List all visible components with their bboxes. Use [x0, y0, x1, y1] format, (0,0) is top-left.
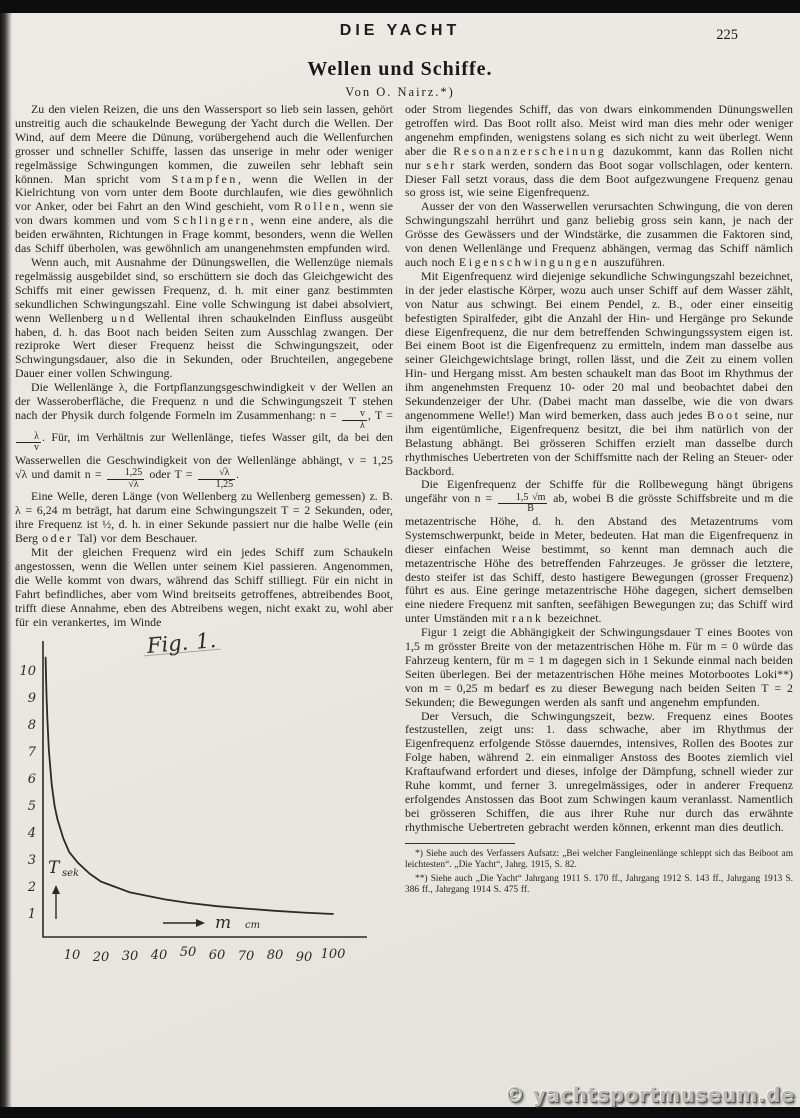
- figure-1-caption: Fig. 1.: [142, 634, 220, 657]
- x-tick-label: 70: [237, 949, 255, 965]
- paragraph-left-3: Die Wellenlänge λ, die Fortpflanzungsgeschwindigkeit v der Wellen an der Wasseroberfläche, die Frequenz n und die Schwingungszeit T stehen nach der Physik durch folgende Formeln im Zusammenhang: n = $\frac{v}{\lambda}$ , T = $\frac{\lambda}{v}$ . Für, im Verhältnis zur Wellenlänge, tiefes Wasser gilt, da bei den Wasserwellen die Geschwindigkeit von der Wellenlänge abhängt, v = 1,25 √λ und damit n = $\frac{1,25}{√\lambda}$ oder T = $\frac{√\lambda}{1,25}$ .: [15, 380, 393, 490]
- x-axis-label: m: [215, 913, 232, 934]
- footnote-2: **) Siehe auch „Die Yacht“ Jahrgang 1911 S. 170 ff., Jahrgang 1912 S. 143 ff., Jahrgang 1913 S. 386 ff., Jahrgang 1914 S. 475 ff.: [405, 874, 793, 896]
- up-arrow-icon: [52, 885, 60, 894]
- paragraph-left-1: Zu den vielen Reizen, die uns den Wassersport so lieb sein lassen, gehört unstreitig auch die schaukelnde Bewegung der Yacht durch die Wellen. Der Wind, auf dem Meere die Dünung, vorübergehend auch die Wellenfurchen grosser und schneller Schiffe, lassen das unserige in mehr oder weniger regelmässige Schwingungen kommen, die zuweilen sehr lebhaft sein können. Man spricht vom Stampfen, wenn die Wellen in der Kielrichtung von vorn unter dem Boote durchlaufen, wie dies gewöhnlich vor Anker, oder bei Fahrt an den Wind geschieht, vom Rollen, wenn sie von dwars kommen und vom Schlingern, wenn eine andere, als die beiden erwähnten, Richtungen in Frage kommt, besonders, wenn die Wellen das Schiff überholen, was gewöhnlich am unangenehmsten empfunden wird.: [15, 103, 393, 256]
- paragraph-right-3: Mit Eigenfrequenz wird diejenige sekundliche Schwingungszahl bezeichnet, in der jeder elastische Körper, wozu auch unser Schiff auf dem Wasser zählt, von Natur aus schwingt. Bei einem Pendel, z. B., oder einer einseitig befestigten Spiralfeder, gibt die Anzahl der Hin- und Hergänge pro Sekunde diese Eigenfrequenz, die nur dem betreffenden Schwingungssystem eigen ist. Bei einem Boot ist die Eigenfrequenz zu ermitteln, indem man dasselbe aus seiner Gleichgewichtslage bringt, rollen lässt, und die Zeit zu einem vollen Hin- und Hergang misst. Am besten schaukelt man das Boot im Rhythmus der ihm angenehmsten Frequenz 10- oder 20 mal und beobachtet dabei den Sekundenzeiger der Uhr. (Dabei macht man dasselbe, wie die von dwars angenommene Welle!) Man wird bemerken, dass auch jedes Boot seine, nur ihm eigentümliche, Eigenfrequenz besitzt, die bei ihm natürlich von der Belastung abhängt. Bei grösseren Schiffen erzielt man dasselbe durch rhythmisches Uebertreten von der Schiffsmitte nach der Reling an Steuer- oder Backbord.: [405, 268, 793, 478]
- footnote-1: *) Siehe auch des Verfassers Aufsatz: „Bei welcher Fangleinenlänge schleppt sich das Beiboot am leichtesten“. „Die Yacht“, Jahrg. 1915, S. 82.: [405, 848, 793, 870]
- figure-1-chart: [15, 635, 393, 981]
- scan-artifact-left-edge: [0, 0, 12, 1118]
- x-tick-label: 100: [320, 947, 346, 963]
- x-tick-label: 60: [208, 948, 226, 964]
- x-tick-label: 40: [150, 948, 168, 964]
- y-axis-label-unit: sek: [62, 868, 80, 880]
- page-number: 225: [716, 27, 738, 43]
- figure-1: [15, 628, 393, 981]
- formula-fraction: $\frac{v}{\lambda}$: [341, 409, 368, 431]
- paragraph-right-1: oder Strom liegendes Schiff, das von dwars einkommenden Dünungswellen getroffen wird. Das Boot rollt also. Meist wird man dies mehr oder weniger angenehm empfinden, wenigstens solang es sich nicht zu weit überlegt. Wenn aber die Resonanzerscheinung dazukommt, kann das Rollen nicht nur sehr stark werden, sondern das Boot sogar vollschlagen, oder kentern. Dieser Fall setzt voraus, dass die dem Boot aufgezwungene Frequenz genau so gross ist, wie seine Eigenfrequenz.: [405, 103, 793, 200]
- x-tick-label: 30: [121, 949, 139, 965]
- formula-fraction: $\frac{1,5 √m}{B}$: [497, 493, 548, 515]
- paragraph-left-5: Mit der gleichen Frequenz wird ein jedes Schiff zum Schaukeln angestossen, wenn die Wellen unter seinem Kiel passieren. Angenommen, die Welle kommt von dwars, während das Schiff stilliegt. Für ein nicht in Fahrt befindliches, aber vom Wind breitseits getroffenes, abtreibendes Boot, trifft diese Annahme, eben des Abtreibens wegen, nicht exakt zu, wohl aber für ein verankertes, im Winde: [15, 544, 393, 629]
- formula-fraction: $\frac{1,25}{√\lambda}$: [106, 468, 146, 490]
- paragraph-right-6: Der Versuch, die Schwingungszeit, bezw. Frequenz eines Bootes festzustellen, zeigt uns: 1. dass schwache, aber im Rhythmus der Eigenfrequenz erfolgende Stösse dauerndes, intensives, Rollen des Bootes zur Folge haben, während 2. ein einmaliger Anstoss des Bootes ziemlich viel Kraftaufwand erfordert und dieses, infolge der Dämpfung, schnell wieder zur Ruhe kommt, und ferner 3. unregelmässiges, oder in anderer Frequenz erfolgendes Anstossen das Boot zum Schwingen kaum veranlasst. Namentlich bei grösseren Schiffen, die aus ihrer Ruhe nur durch das erwähnte rhythmische Uebertreten gebracht werden können, erkennt man dies deutlich.: [405, 708, 793, 834]
- paragraph-right-5: Figur 1 zeigt die Abhängigkeit der Schwingungsdauer T eines Bootes von 1,5 m grösster Breite von der metazentrischen Höhe m. Für m = 0 würde das Fahrzeug kentern, für m = 1 m dagegen sich in 1 Sekunde einmal nach beiden Seiten überlegen. Bei der metazentrischen Höhe meines Motorbootes Loki**) von m = 0,25 m bedarf es zu dieser Bewegung nach beiden Seiten T = 2 Sekunden; die Bewegungen werden als sanft und angenehm empfunden.: [405, 625, 793, 709]
- journal-header: [0, 22, 800, 46]
- footnotes: [405, 843, 793, 897]
- paragraph-left-4: Eine Welle, deren Länge (von Wellenberg zu Wellenberg gemessen) z. B. λ = 6,24 m beträgt, hat darum eine Schwingungszeit T = 2 Sekunden, oder, ihre Frequenz ist ½, d. h. in einer Sekunde passiert nur die halbe Welle (ein Berg oder Tal) vor dem Beschauer.: [15, 489, 393, 546]
- scan-artifact-top-bar: [0, 0, 800, 13]
- y-tick-label: 5: [27, 799, 36, 815]
- y-tick-label: 9: [27, 691, 36, 707]
- y-tick-label: 6: [27, 772, 36, 788]
- y-tick-label: 10: [19, 664, 36, 680]
- column-left: [15, 103, 393, 1103]
- footnote-divider: [405, 843, 515, 844]
- y-tick-label: 1: [27, 907, 36, 923]
- y-tick-label: 2: [27, 880, 36, 896]
- y-tick-label: 7: [27, 745, 36, 761]
- x-tick-label: 10: [63, 948, 81, 964]
- paragraph-left-2: Wenn auch, mit Ausnahme der Dünungswellen, die Wellenzüge niemals regelmässig ausgebildet sind, so erschüttern sie doch das Gleichgewicht des Schiffs mit einer gewissen Frequenz, d. h. mit einer ganz bestimmten sekundlichen Schwingungszahl. Eine volle Schwingung ist dabei absolviert, wenn Wellenberg und Wellental ihren schaukelnden Einfluss ausgeübt haben, d. h. das Boot nach beiden Seiten zum Ausschlag zwangen. Der reziproke Wert dieser Frequenz heisst die Schwingungszeit, oder Schwingungsdauer, also die in Sekunden, oder Bruchteilen, angegebene Dauer einer vollen Schwingung.: [15, 254, 393, 381]
- formula-fraction: $\frac{\lambda}{v}$: [15, 432, 42, 454]
- y-tick-label: 3: [27, 853, 36, 869]
- scan-artifact-bottom-bar: [0, 1107, 800, 1118]
- paragraph-right-4: Die Eigenfrequenz der Schiffe für die Rollbewegung hängt übrigens ungefähr von n = $\frac{1,5 √m}{B}$ ab, wobei B die grösste Schiffsbreite und m die metazentrische Höhe, d. h. den Abstand des Metazentrums vom Systemschwerpunkt, beide in Meter, bedeuten. Hat man die Eigenfrequenz in dieser einfachen Weise bestimmt, so kennt man demnach auch die metazentrische Höhe des betreffenden Fahrzeuges. Je grösser die letztere, desto steifer ist das Schiff, desto hastigere Bewegungen (grosser Frequenz) führt es aus. Eine geringe metazentrische Höhe dagegen, sichert demselben eine niedere Frequenz mit sanften, seefähigen Bewegungen zu; das Schiff wird unter Umständen mit rank bezeichnet.: [405, 477, 793, 626]
- x-tick-label: 90: [295, 950, 313, 966]
- formula-fraction: $\frac{√\lambda}{1,25}$: [197, 468, 237, 490]
- x-axis-label-unit: cm: [245, 920, 261, 932]
- y-tick-label: 4: [27, 826, 36, 842]
- x-tick-label: 20: [92, 950, 110, 966]
- column-right: [405, 103, 793, 1098]
- y-tick-label: 8: [27, 718, 36, 734]
- paragraph-right-2: Ausser der von den Wasserwellen verursachten Schwingung, die von deren Schwingungszahl herrührt und ganz beliebig gross sein kann, je nach der Grösse des Gewässers und der Windstärke, die zusammen die Faktoren sind, von denen Wellenlänge und Frequenz abhängen, vermag das Schiff nämlich auch noch Eigenschwingungen auszuführen.: [405, 199, 793, 269]
- x-tick-label: 50: [179, 945, 197, 961]
- right-arrow-icon: [196, 919, 205, 927]
- y-axis-label: T: [48, 858, 60, 879]
- x-tick-label: 80: [266, 948, 284, 964]
- article-title: Wellen und Schiffe.: [307, 58, 493, 80]
- journal-title: DIE YACHT: [339, 22, 461, 39]
- article-byline: Von O. Nairz.*): [345, 85, 455, 99]
- watermark: © yachtsportmuseum.de: [504, 1083, 795, 1107]
